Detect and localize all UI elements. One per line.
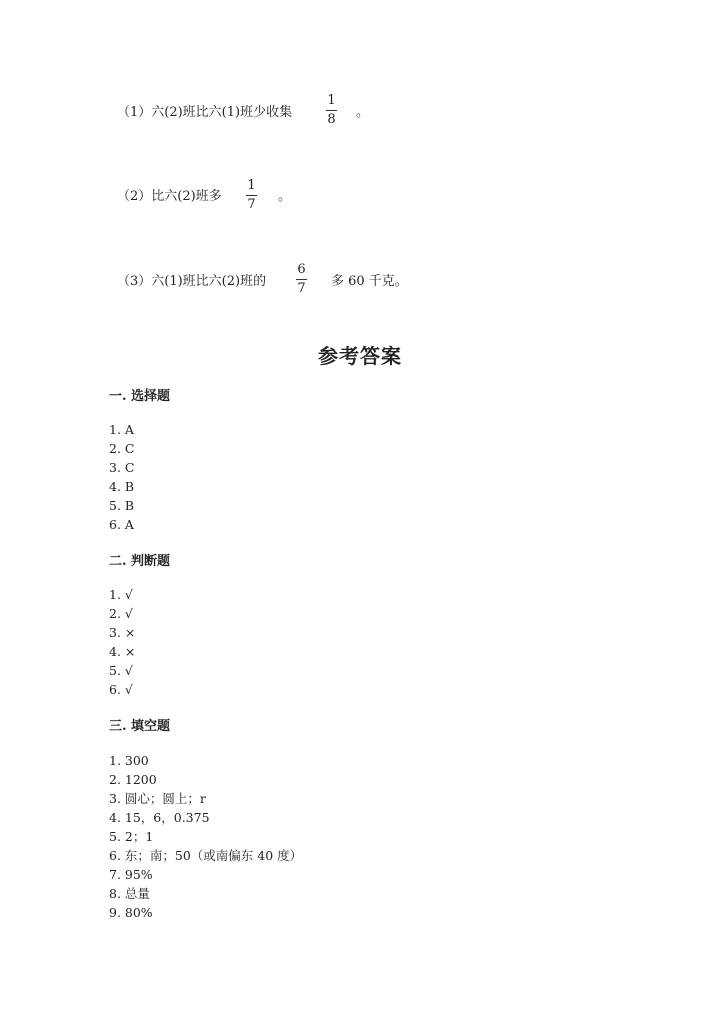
section-heading-judgement: 二. 判断题	[109, 554, 171, 569]
list-item: 9. 80%	[109, 905, 153, 920]
list-item: 5. √	[109, 663, 133, 678]
list-item: 3. C	[109, 460, 135, 475]
fraction-denominator: 7	[297, 281, 306, 296]
question-3-suffix: 多 60 千克。	[331, 274, 408, 289]
list-item: 8. 总量	[109, 886, 150, 901]
section-heading-choice: 一. 选择题	[109, 389, 171, 404]
fraction-numerator: 1	[327, 93, 336, 108]
fill-blank-answer-list	[109, 751, 302, 922]
list-item: 5. 2；1	[109, 829, 154, 844]
answers-title: 参考答案	[318, 344, 402, 368]
list-item: 3. 圆心；圆上；r	[109, 791, 206, 806]
list-item: 2. 1200	[109, 772, 157, 787]
list-item: 6. 东；南；50（或南偏东 40 度）	[109, 848, 303, 863]
list-item: 1. √	[109, 587, 133, 602]
question-1-text: （1）六(2)班比六(1)班少收集	[117, 105, 293, 120]
list-item: 4. ×	[109, 644, 136, 659]
list-item: 6. A	[109, 517, 134, 532]
question-2-text: （2）比六(2)班多	[117, 189, 222, 204]
list-item: 7. 95%	[109, 867, 153, 882]
list-item: 2. C	[109, 441, 135, 456]
list-item: 5. B	[109, 498, 135, 513]
fraction-denominator: 7	[247, 197, 256, 212]
choice-answer-list	[109, 420, 134, 534]
fraction-bar	[296, 279, 307, 280]
question-1-fraction	[326, 93, 337, 128]
list-item: 4. B	[109, 479, 135, 494]
list-item: 1. A	[109, 422, 134, 437]
question-3-fraction	[296, 262, 307, 297]
fraction-bar	[246, 195, 257, 196]
section-heading-fill-blank: 三. 填空题	[109, 719, 171, 734]
list-item: 4. 15，6，0.375	[109, 810, 210, 825]
list-item: 1. 300	[109, 753, 149, 768]
fraction-numerator: 6	[297, 262, 306, 277]
question-2-fraction	[246, 178, 257, 213]
list-item: 6. √	[109, 682, 133, 697]
question-1-suffix: 。	[356, 105, 370, 120]
fraction-bar	[326, 110, 337, 111]
question-3-text: （3）六(1)班比六(2)班的	[117, 274, 267, 289]
list-item: 3. ×	[109, 625, 136, 640]
fraction-numerator: 1	[247, 178, 256, 193]
list-item: 2. √	[109, 606, 133, 621]
judgement-answer-list	[109, 585, 135, 699]
fraction-denominator: 8	[327, 112, 336, 127]
question-2-suffix: 。	[278, 189, 292, 204]
